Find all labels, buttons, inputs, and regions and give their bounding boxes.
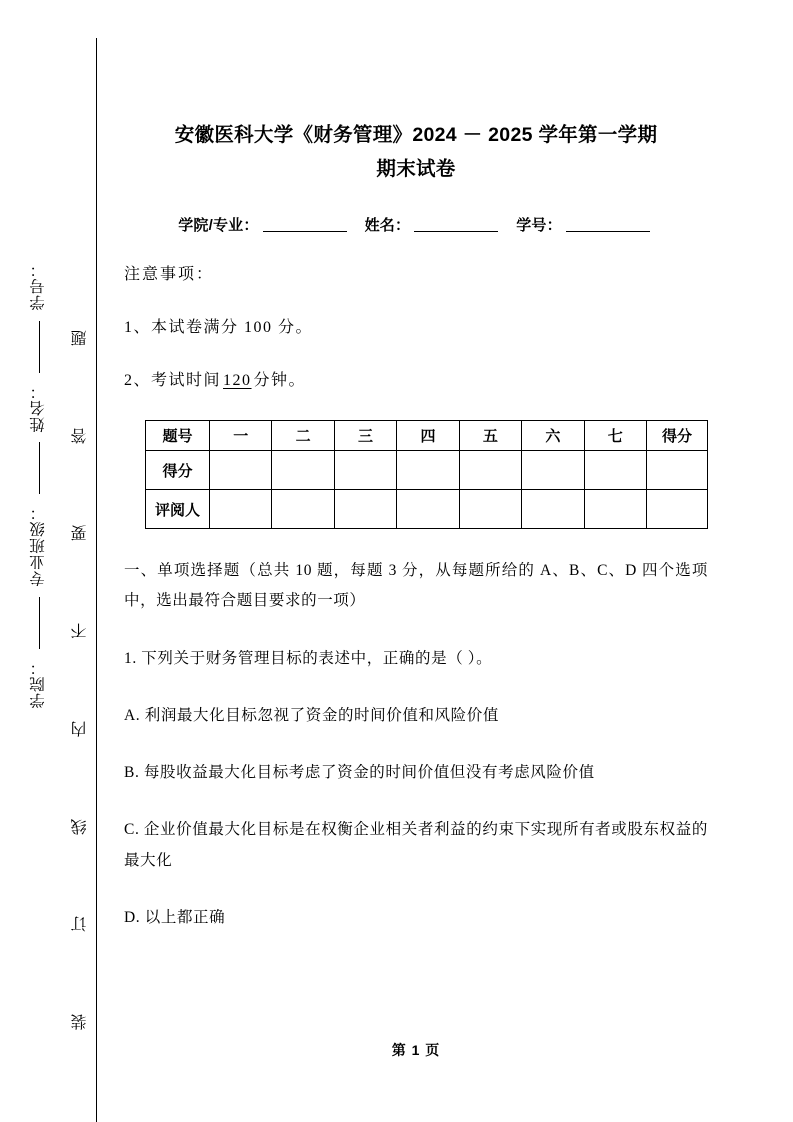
page-title — [124, 0, 708, 186]
score-cell-2[interactable] — [272, 451, 334, 490]
note-item-1: 1、本试卷满分 100 分。 — [124, 319, 314, 337]
seal-char-1: 题 — [71, 330, 89, 346]
row-label-score: 得分 — [146, 451, 210, 490]
table-row-reviewer — [146, 490, 708, 529]
page-title-line2: 期末试卷 — [376, 158, 456, 181]
seal-divider-3 — [39, 597, 40, 649]
score-cell-1[interactable] — [210, 451, 272, 490]
row-label-reviewer: 评阅人 — [146, 490, 210, 529]
page-number: 第 1 页 — [391, 1042, 441, 1058]
question-1-stem: 1. 下列关于财务管理目标的表述中，正确的是（ ）。 — [124, 649, 493, 667]
college-major-label: 学院/专业： — [178, 217, 259, 235]
exam-content — [124, 0, 708, 1122]
reviewer-cell-total[interactable] — [647, 490, 708, 529]
score-cell-total[interactable] — [647, 451, 708, 490]
reviewer-cell-1[interactable] — [210, 490, 272, 529]
table-row-header — [146, 421, 708, 451]
name-blank[interactable] — [414, 231, 498, 232]
th-col-1: 一 — [210, 421, 272, 451]
seal-divider-2 — [39, 442, 40, 494]
th-total-score: 得分 — [647, 421, 708, 451]
score-table-wrapper — [124, 390, 708, 529]
th-col-5: 五 — [459, 421, 521, 451]
note-2-prefix: 2、考试时间 — [124, 372, 222, 390]
score-cell-5[interactable] — [459, 451, 521, 490]
score-table — [145, 420, 708, 529]
exam-duration-value: 120 — [223, 372, 252, 390]
seal-char-4: 不 — [71, 623, 89, 640]
section-heading-1: 一、单项选择题（总共 10 题，每题 3 分，从每题所给的 A、B、C、D 四个选项中，选出最符合题目要求的一项） — [124, 562, 708, 610]
student-info-line — [124, 186, 708, 235]
th-col-6: 六 — [522, 421, 584, 451]
seal-char-3: 要 — [71, 525, 89, 542]
table-row-score — [146, 451, 708, 490]
th-col-2: 二 — [272, 421, 334, 451]
question-1-option-c[interactable]: C. 企业价值最大化目标是在权衡企业相关者利益的约束下实现所有者或股东权益的最大化 — [124, 821, 708, 869]
reviewer-cell-3[interactable] — [334, 490, 396, 529]
reviewer-cell-6[interactable] — [522, 490, 584, 529]
seal-char-7: 订 — [71, 916, 89, 933]
seal-label-college: 学院： — [30, 658, 47, 708]
page-footer — [124, 1040, 708, 1060]
college-major-blank[interactable] — [263, 231, 347, 232]
seal-divider-1 — [39, 321, 40, 373]
seal-label-name: 姓名： — [30, 382, 47, 432]
question-1-option-a[interactable]: A. 利润最大化目标忽视了资金的时间价值和风险价值 — [124, 706, 499, 724]
note-2-suffix: 分钟。 — [253, 372, 307, 390]
seal-char-2: 答 — [71, 427, 89, 444]
th-col-3: 三 — [334, 421, 396, 451]
question-1-option-b[interactable]: B. 每股收益最大化目标考虑了资金的时间价值但没有考虑风险价值 — [124, 764, 595, 782]
score-cell-6[interactable] — [522, 451, 584, 490]
reviewer-cell-4[interactable] — [397, 490, 459, 529]
th-col-4: 四 — [397, 421, 459, 451]
reviewer-cell-5[interactable] — [459, 490, 521, 529]
th-question-no: 题号 — [146, 421, 210, 451]
seal-outer-label-column — [18, 255, 60, 945]
th-col-7: 七 — [584, 421, 646, 451]
seal-inner-char-column — [62, 330, 98, 1030]
reviewer-cell-2[interactable] — [272, 490, 334, 529]
score-cell-7[interactable] — [584, 451, 646, 490]
notes-heading: 注意事项： — [124, 266, 215, 284]
seal-char-6: 线 — [71, 818, 89, 835]
score-cell-3[interactable] — [334, 451, 396, 490]
score-cell-4[interactable] — [397, 451, 459, 490]
name-label: 姓名： — [364, 217, 411, 235]
note-item-2 — [124, 337, 708, 390]
seal-char-5: 内 — [71, 720, 89, 737]
page-title-line1: 安徽医科大学《财务管理》2024 － 2025 学年第一学期 — [174, 124, 658, 146]
seal-char-8: 装 — [71, 1014, 89, 1031]
student-id-blank[interactable] — [566, 231, 650, 232]
reviewer-cell-7[interactable] — [584, 490, 646, 529]
question-1-option-d[interactable]: D. 以上都正确 — [124, 908, 226, 926]
seal-label-major-class: 专业班级： — [30, 504, 47, 587]
student-id-label: 学号： — [516, 217, 562, 235]
seal-label-student-id: 学号： — [30, 261, 47, 311]
